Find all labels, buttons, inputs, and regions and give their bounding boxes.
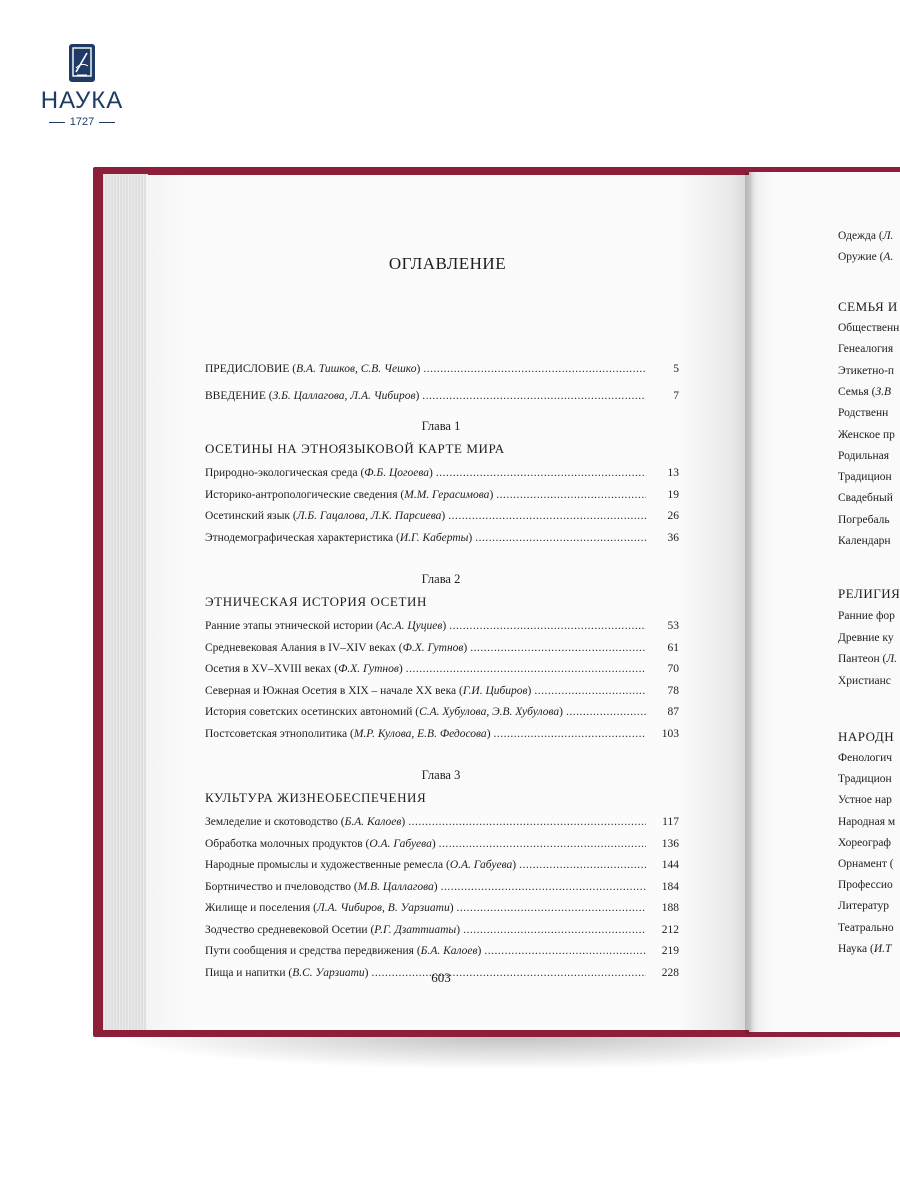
toc-entry [205,361,679,377]
toc-entry-partial: Наука (И.Т [838,942,892,955]
toc-entry-partial: Пантеон (Л. [838,653,897,665]
dot-leader [422,388,646,404]
toc-entry-authors: О.А. Габуева [449,859,513,871]
toc-entry-title: Народные промыслы и художественные ремесла (О.А. Габуева) [205,859,517,871]
toc-entry [205,704,679,720]
toc-entry-partial: Календарн [838,535,891,547]
toc-entry-authors: М.Р. Кулова, Е.В. Федосова [353,727,487,740]
page-edges [103,174,148,1030]
toc-entry-page: 61 [667,641,679,654]
chapter-title-partial: СЕМЬЯ И [838,299,898,314]
toc-entry [205,683,679,699]
dot-leader [496,487,646,503]
toc-entry-page: 13 [667,467,679,479]
toc-entry-page: 188 [661,902,679,914]
toc-entry-authors: Ф.Х. Гутнов [402,641,464,654]
page-number: 603 [431,970,451,985]
toc-entry-title: Осетинский язык (Л.Б. Гацалова, Л.К. Парсиева) [205,510,446,522]
toc-entry-partial: Оружие (А. [838,251,894,263]
toc-entry-partial: Орнамент ( [838,858,894,870]
toc-entry-page: 36 [667,531,679,544]
publisher-year: 1727 [69,116,95,128]
toc-entry-authors: В.С. Уарзиати [292,966,365,979]
toc-entry-authors: Р.Г. Дзаттиаты [374,923,457,936]
toc-entry [205,922,679,938]
toc-entry-title: Пути сообщения и средства передвижения (Б.А. Калоев) [205,945,482,957]
toc-entry-partial: Театрально [838,921,894,934]
toc-entry-page: 26 [667,510,679,522]
dot-leader [484,943,646,959]
toc-entry-title: Северная и Южная Осетия в XIX – начале XX века (Г.И. Цибиров) [205,684,532,697]
toc-entry-partial: Семья (З.В [838,385,892,398]
dot-leader [463,922,646,938]
toc-entry-page: 103 [661,727,679,740]
toc-entry-partial: Женское пр [838,428,895,441]
chapter-title: ОСЕТИНЫ НА ЭТНОЯЗЫКОВОЙ КАРТЕ МИРА [205,441,505,456]
toc-entry-partial: Традицион [838,773,892,786]
divider [99,122,115,123]
toc-entry-page: 228 [661,966,679,979]
toc-entry-partial: Родственн [838,407,889,420]
toc-entry-authors: С.А. Хубулова, Э.В. Хубулова [419,706,560,718]
toc-entry-authors: И.Г. Каберты [399,531,469,544]
toc-entry-title: Ранние этапы этнической истории (Ас.А. Цуциев) [205,620,447,632]
dot-leader [470,640,646,656]
toc-entry [205,836,679,852]
toc-entry-page: 219 [661,945,679,957]
toc-entry-authors: З.Б. Цаллагова, Л.А. Чибиров [272,390,416,402]
toc-entry-authors: Л.Б. Гацалова, Л.К. Парсиева [296,510,442,522]
toc-entry [205,814,679,830]
book-gutter [745,172,753,1034]
toc-entry-page: 19 [667,488,679,501]
toc-entry-authors: В.А. Тишков, С.В. Чешко [296,363,417,375]
toc-entry-partial: Литератур [838,900,890,913]
toc-entry [205,388,679,404]
toc-entry-authors: Ас.А. Цуциев [379,620,443,632]
toc-entry-authors: Б.А. Калоев [344,816,402,828]
toc-entry-page: 144 [661,859,679,871]
toc-entry-title: Жилище и поселения (Л.А. Чибиров, В. Уарзиати) [205,902,454,914]
dot-leader [448,508,646,524]
toc-entry-partial: Родильная [838,449,890,462]
toc-entry [205,530,679,546]
toc-entry-partial: Традицион [838,471,892,484]
toc-entry-title: Этнодемографическая характеристика (И.Г. Каберты) [205,531,473,544]
toc-entry-partial: Фенологич [838,752,893,764]
dot-leader [441,879,646,895]
toc-entry-authors: Б.А. Калоев [420,945,478,957]
dot-leader [436,465,646,481]
toc-entry-title: Средневековая Алания в IV–XIV веках (Ф.Х. Гутнов) [205,641,468,654]
toc-entry [205,965,679,981]
toc-entry-partial: Профессио [838,879,893,892]
toc-entry [205,661,679,677]
chapter-title-partial: РЕЛИГИЯ [838,586,900,601]
toc-entry-page: 184 [661,880,679,893]
toc-entry-partial: Свадебный [838,492,893,505]
toc-entry-authors: М.М. Герасимова [404,488,490,501]
toc-entry [205,640,679,656]
toc-entry-title: Зодчество средневековой Осетии (Р.Г. Дзаттиаты) [205,923,461,936]
toc-entry-partial: Общественн [838,322,900,334]
toc-entry-partial: Ранние фор [838,610,895,622]
toc-entry [205,900,679,916]
toc-entry-title: Историко-антропологические сведения (М.М. Герасимова) [205,488,494,501]
toc-entry-page: 5 [673,363,679,375]
dot-leader [372,965,646,981]
toc-entry-partial: Хореограф [838,836,891,849]
divider [49,122,65,123]
toc-entry-authors: М.В. Цаллагова [357,880,434,893]
toc-entry-partial: Древние ку [838,631,894,644]
toc-entry-page: 70 [667,663,679,675]
dot-leader [457,900,646,916]
toc-entry-title: Природно-экологическая среда (Ф.Б. Цогоева) [205,467,433,479]
toc-entry-authors: Ф.Х. Гутнов [338,663,399,675]
toc-entry-partial: Генеалогия [838,343,894,356]
toc-entry-partial: Устное нар [838,794,892,807]
toc-entry [205,508,679,524]
publisher-name: НАУКА [40,87,124,114]
toc-entry-partial: Погребаль [838,513,890,526]
toc-entry [205,857,679,873]
dot-leader [408,814,646,830]
toc-entry-title: Осетия в XV–XVIII веках (Ф.Х. Гутнов) [205,663,403,675]
chapter-title: ЭТНИЧЕСКАЯ ИСТОРИЯ ОСЕТИН [205,594,427,609]
toc-entry-page: 87 [667,706,679,718]
toc-entry-page: 53 [667,620,679,632]
dot-leader [423,361,646,377]
toc-entry-title: ВВЕДЕНИЕ (З.Б. Цаллагова, Л.А. Чибиров) [205,390,420,402]
toc-entry [205,465,679,481]
dot-leader [439,836,646,852]
chapter-label: Глава 1 [421,419,461,433]
dot-leader [566,704,646,720]
dot-leader [494,726,646,742]
dot-leader [534,683,646,699]
toc-entry-partial: Христианс [838,674,891,687]
toc-entry-page: 117 [662,816,679,828]
toc-entry [205,487,679,503]
chapter-label: Глава 2 [421,572,461,586]
toc-entry-page: 78 [667,684,679,697]
toc-entry-title: Пища и напитки (В.С. Уарзиати) [205,966,369,979]
publisher-logo [40,44,124,128]
toc-entry-page: 212 [661,923,679,936]
chapter-label: Глава 3 [421,768,461,782]
toc-entry-authors: Л.А. Чибиров, В. Уарзиати [316,902,450,914]
toc-entry-title: Земледелие и скотоводство (Б.А. Калоев) [205,816,406,828]
toc-entry-authors: Ф.Б. Цогоева [364,467,430,479]
toc-entry [205,943,679,959]
toc-entry-title: Обработка молочных продуктов (О.А. Габуева) [205,837,436,850]
toc-entry-title: История советских осетинских автономий (С.А. Хубулова, Э.В. Хубулова) [205,706,563,718]
chapter-title-partial: НАРОДН [838,729,895,744]
toc-entry-authors: О.А. Габуева [369,837,432,850]
dot-leader [406,661,646,677]
dot-leader [519,857,646,873]
toc-entry-partial: Народная м [838,815,896,828]
toc-entry-title: ПРЕДИСЛОВИЕ (В.А. Тишков, С.В. Чешко) [205,363,421,375]
toc-entry [205,879,679,895]
toc-entry-page: 136 [661,837,679,850]
toc-entry [205,618,679,634]
dot-leader [449,618,646,634]
toc-entry [205,726,679,742]
dot-leader [475,530,646,546]
toc-entry-partial: Одежда (Л. [838,230,894,242]
toc-entry-partial: Этикетно-п [838,364,895,377]
book-quill-icon [69,44,95,82]
page-title: ОГЛАВЛЕНИЕ [388,254,507,273]
toc-entry-authors: Г.И. Цибиров [462,684,528,697]
toc-entry-page: 7 [673,390,679,402]
chapter-title: КУЛЬТУРА ЖИЗНЕОБЕСПЕЧЕНИЯ [205,790,427,805]
toc-entry-title: Постсоветская этнополитика (М.Р. Кулова, Е.В. Федосова) [205,727,491,740]
toc-entry-title: Бортничество и пчеловодство (М.В. Цаллагова) [205,880,438,893]
